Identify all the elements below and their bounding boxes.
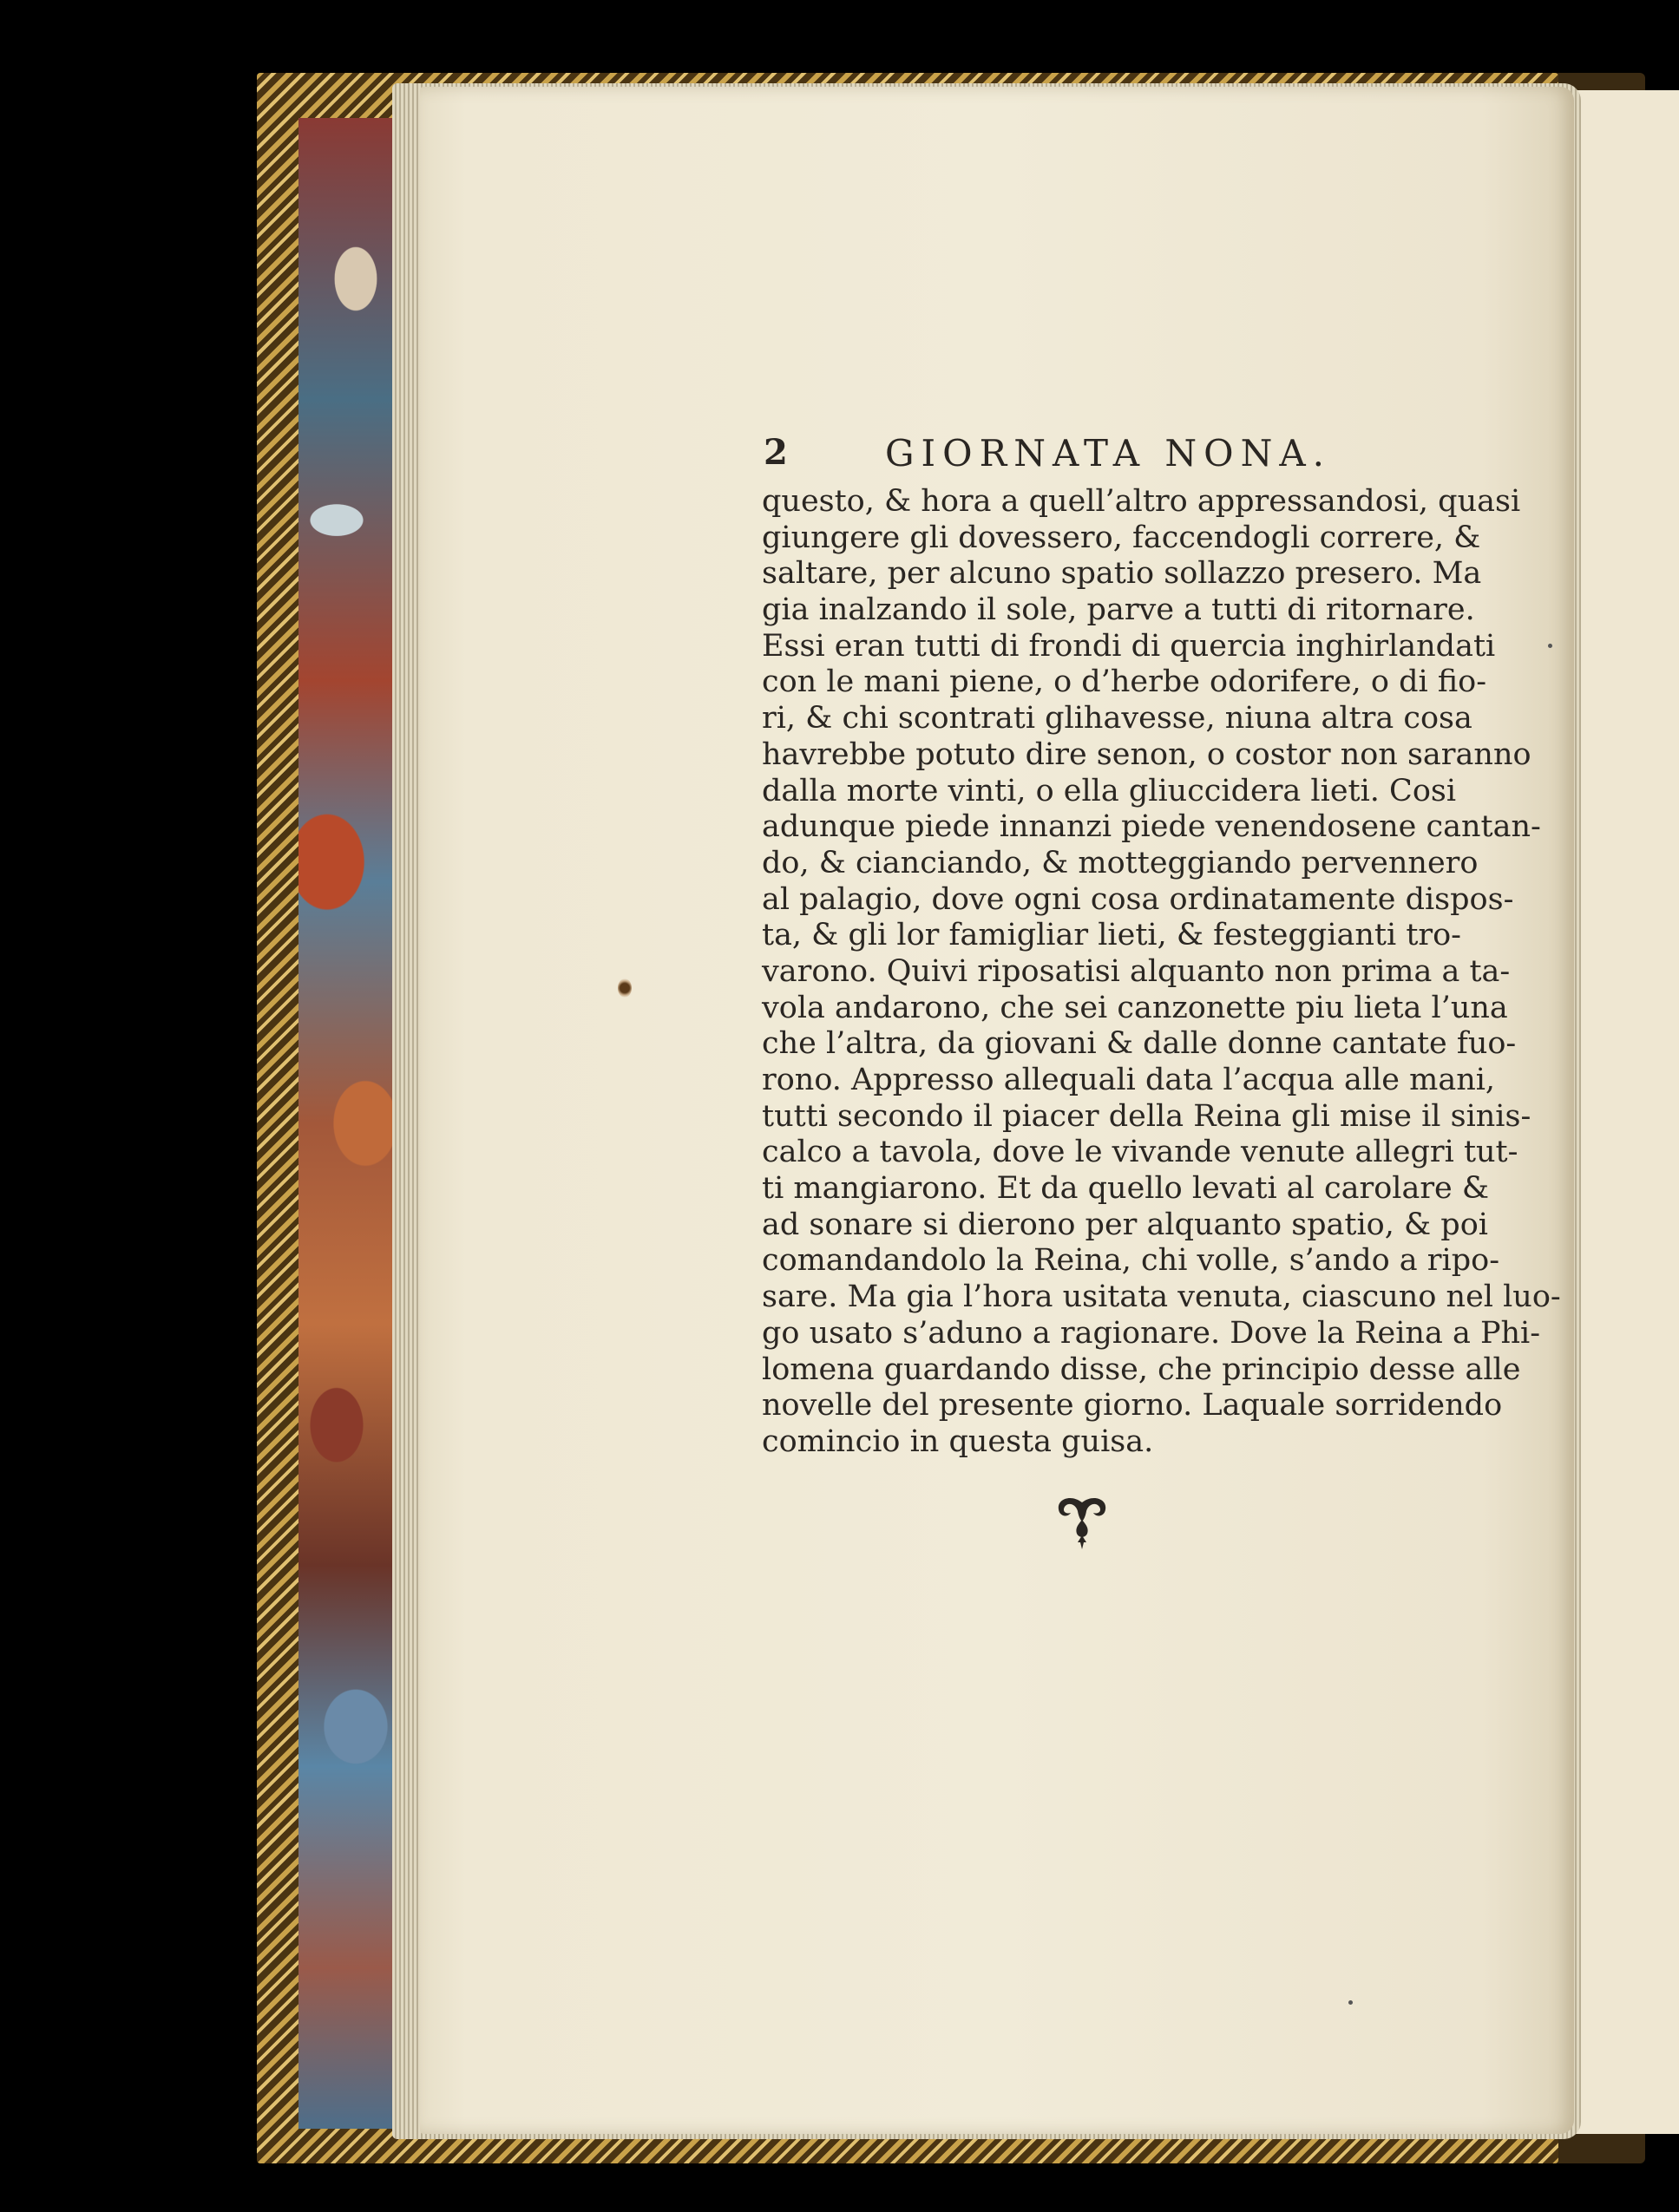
paper-speck [1348,2000,1353,2005]
foxing-spot [618,978,632,998]
text-line: giungere gli dovessero, faccendogli correre, & [762,520,1481,555]
running-title: GIORNATA NONA. [885,432,1331,474]
text-line: ta, & gli lor famigliar lieti, & festeggianti tro- [762,918,1462,953]
page-number: 2 [764,432,788,473]
text-line: questo, & hora a quell’altro appressandosi, quasi [762,484,1521,519]
text-line: Essi eran tutti di frondi di quercia inghirlandati [762,628,1496,664]
marbled-endpaper [298,118,394,2129]
text-line: saltare, per alcuno spatio sollazzo presero. Ma [762,556,1482,592]
text-line: al palagio, dove ogni cosa ordinatamente dispos- [762,881,1514,917]
text-line: sare. Ma gia l’hora usitata venuta, ciascuno nel luo- [762,1279,1561,1315]
facing-page-edge [1572,90,1679,2134]
text-line: calco a tavola, dove le vivande venute allegri tut- [762,1135,1518,1170]
text-line: ri, & chi scontrati glihavesse, niuna altra cosa [762,701,1472,736]
text-line: tutti secondo il piacer della Reina gli mise il sinis- [762,1098,1531,1134]
body-text [762,484,1561,1461]
text-line: havrebbe potuto dire senon, o costor non saranno [762,736,1531,772]
text-line: comandandolo la Reina, chi volle, s’ando a ripo- [762,1243,1500,1279]
text-line: con le mani piene, o d’herbe odorifere, o di fio- [762,664,1487,700]
paper-speck [1548,644,1552,648]
text-line: rono. Appresso allequali data l’acqua alle mani, [762,1063,1496,1097]
text-line: do, & cianciando, & motteggiando pervennero [762,845,1479,880]
text-line: varono. Quivi riposatisi alquanto non prima a ta- [762,953,1511,989]
fleuron-icon [1052,1494,1112,1551]
page-header [764,432,1388,484]
text-line: ti mangiarono. Et da quello levati al carolare & [762,1171,1490,1207]
text-line: comincio in questa guisa. [762,1423,1154,1459]
text-line: lomena guardando disse, che principio desse alle [762,1351,1521,1387]
text-line: go usato s’aduno a ragionare. Dove la Reina a Phi- [762,1315,1541,1351]
text-line: vola andarono, che sei canzonette piu lieta l’una [762,990,1508,1025]
text-line: adunque piede innanzi piede venendosene cantan- [762,809,1541,845]
text-line: ad sonare si dierono per alquanto spatio, & poi [762,1207,1488,1242]
text-line: novelle del presente giorno. Laquale sorridendo [762,1388,1503,1423]
text-line: gia inalzando il sole, parve a tutti di ritornare. [762,592,1475,628]
text-line: dalla morte vinti, o ella gliuccidera lieti. Cosi [762,773,1457,808]
text-line: che l’altra, da giovani & dalle donne cantate fuo- [762,1026,1517,1062]
